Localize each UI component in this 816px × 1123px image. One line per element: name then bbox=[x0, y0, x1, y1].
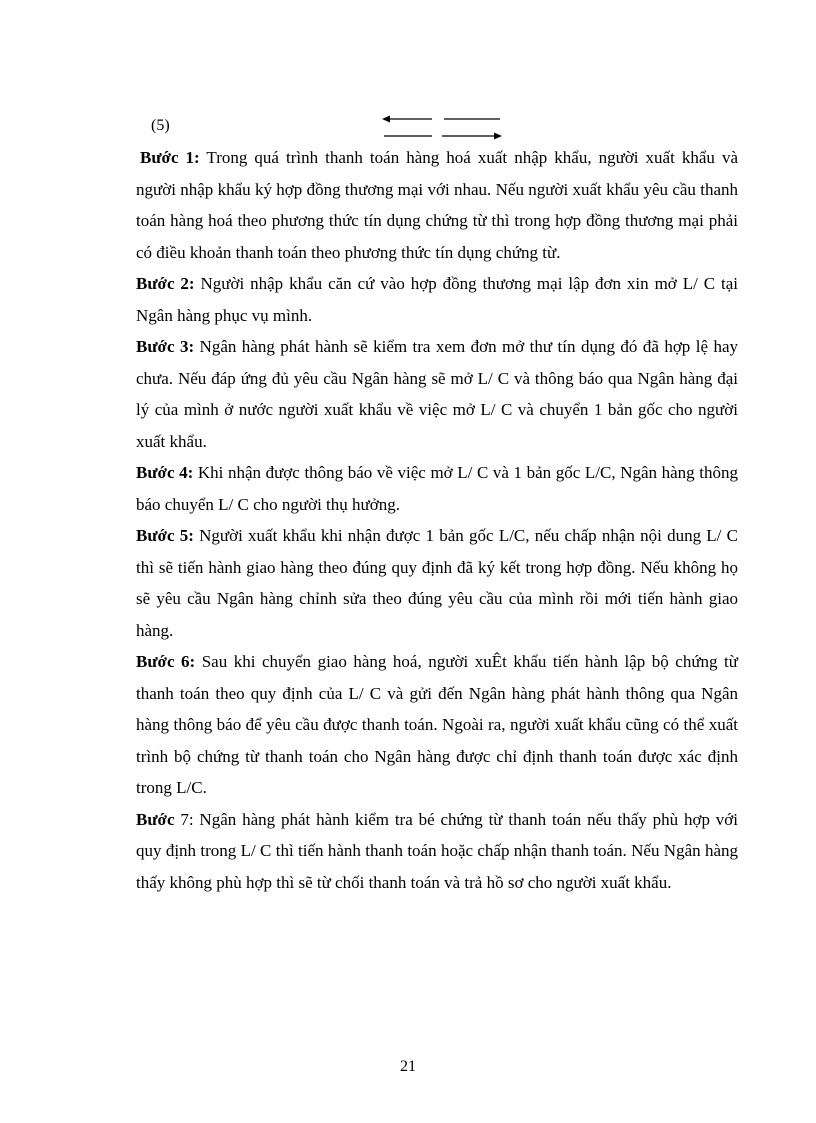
step-text: Ngân hàng phát hành sẽ kiểm tra xem đơn mở thư tín dụng đó đã hợp lệ hay chưa. Nếu đáp ứng đủ yêu cầu Ngân hàng sẽ mở L/ C và thông báo qua Ngân hàng đại lý của mình ở nước người xuất khẩu về việc mở L/ C và chuyển 1 bản gốc cho người xuất khẩu. bbox=[136, 337, 738, 451]
step-label: Bước 4: bbox=[136, 463, 194, 482]
step-text: Sau khi chuyển giao hàng hoá, người xuÊt khẩu tiến hành lập bộ chứng từ thanh toán theo quy định của L/ C và gửi đến Ngân hàng phát hành thông qua Ngân hàng thông báo để yêu cầu được thanh toán. Ngoài ra, người xuất khẩu cũng có thể xuất trình bộ chứng từ thanh toán cho Ngân hàng được chỉ định thanh toán được xác định trong L/C. bbox=[136, 652, 738, 797]
process-steps bbox=[136, 142, 738, 898]
step-2 bbox=[136, 268, 738, 331]
step-text: Trong quá trình thanh toán hàng hoá xuất nhập khẩu, người xuất khẩu và người nhập khẩu ký hợp đồng thương mại với nhau. Nếu người xuất khẩu yêu cầu thanh toán hàng hoá theo phương thức tín dụng chứng từ thì trong hợp đồng thương mại phải có điều khoản thanh toán theo phương thức tín dụng chứng từ. bbox=[136, 148, 738, 262]
step-text: Người xuất khẩu khi nhận được 1 bản gốc L/C, nếu chấp nhận nội dung L/ C thì sẽ tiến hành giao hàng theo đúng quy định đã ký kết trong hợp đồng. Nếu không họ sẽ yêu cầu Ngân hàng chỉnh sửa theo đúng yêu cầu của mình rồi mới tiến hành giao hàng. bbox=[136, 526, 738, 640]
step-4 bbox=[136, 457, 738, 520]
flow-arrows-icon bbox=[380, 112, 505, 142]
step-text: Người nhập khẩu căn cứ vào hợp đồng thương mại lập đơn xin mở L/ C tại Ngân hàng phục vụ mình. bbox=[136, 274, 738, 325]
step-6 bbox=[136, 646, 738, 804]
step-label: Bước 3: bbox=[136, 337, 195, 356]
step-text: 7: Ngân hàng phát hành kiểm tra bé chứng từ thanh toán nếu thấy phù hợp với quy định trong L/ C thì tiến hành thanh toán hoặc chấp nhận thanh toán. Nếu Ngân hàng thấy không phù hợp thì sẽ từ chối thanh toán và trả hồ sơ cho người xuất khẩu. bbox=[136, 809, 738, 892]
step-5 bbox=[136, 520, 738, 646]
step-3 bbox=[136, 331, 738, 457]
step-label: Bước bbox=[136, 809, 175, 829]
diagram-step-label: (5) bbox=[151, 117, 170, 134]
page-number: 21 bbox=[400, 1058, 416, 1075]
step-7 bbox=[136, 804, 738, 899]
step-label: Bước 1: bbox=[140, 148, 200, 167]
step-text: Khi nhận được thông báo về việc mở L/ C và 1 bản gốc L/C, Ngân hàng thông báo chuyển L/ C cho người thụ hưởng. bbox=[136, 463, 738, 514]
step-label: Bước 5: bbox=[136, 526, 194, 545]
step-label: Bước 6: bbox=[136, 652, 196, 671]
step-label: Bước 2: bbox=[136, 274, 195, 293]
step-1 bbox=[136, 142, 738, 268]
